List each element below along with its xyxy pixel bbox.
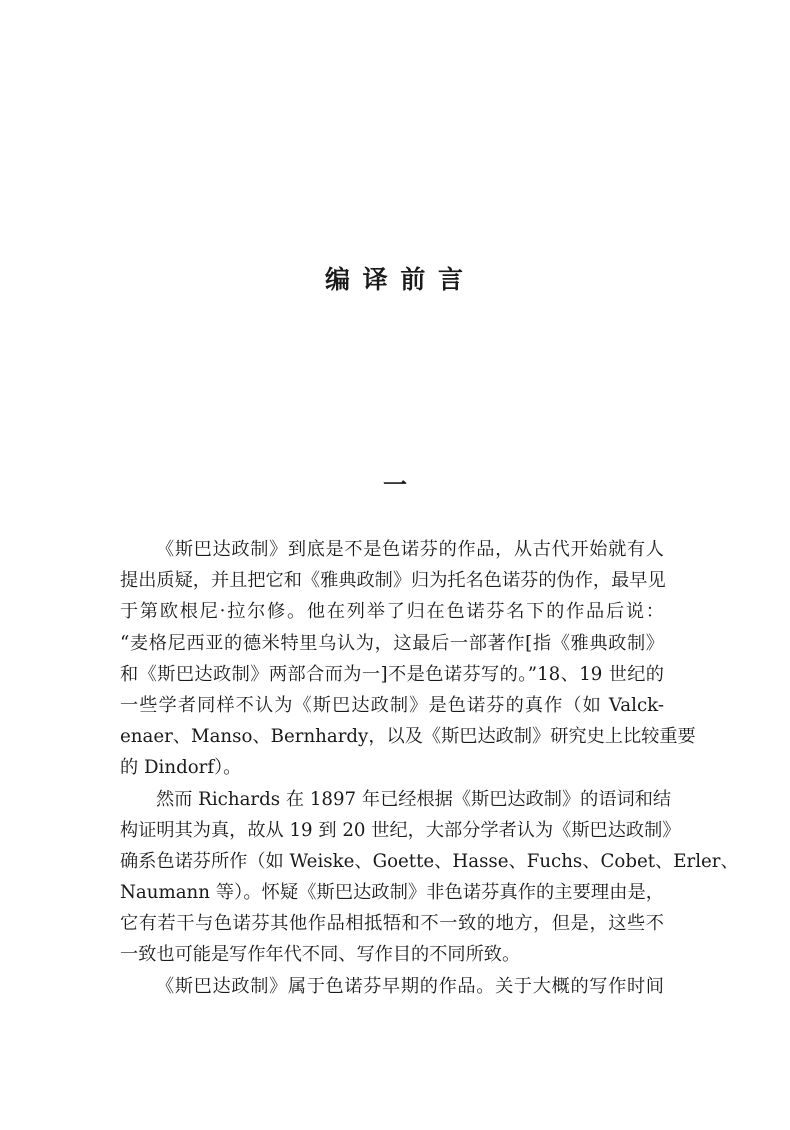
text-line: 和《斯巴达政制》两部合而为一]不是色诺芬写的。”18、19 世纪的 — [120, 663, 664, 685]
text-line: 构证明其为真，故从 19 到 20 世纪，大部分学者认为《斯巴达政制》 — [120, 819, 681, 841]
paragraph-3 — [120, 971, 664, 1002]
text-line: Naumann 等）。怀疑《斯巴达政制》非色诺芬真作的主要理由是， — [120, 882, 664, 904]
paragraph-1 — [120, 534, 696, 784]
text-line: 它有若干与色诺芬其他作品相抵牾和不一致的地方，但是，这些不 — [120, 913, 664, 935]
text-line: 确系色诺芬所作（如 Weiske、Goette、Hasse、Fuchs、Cobet、Erler、 — [120, 850, 739, 872]
text-line: 一些学者同样不认为《斯巴达政制》是色诺芬的真作（如 Valck- — [120, 694, 664, 716]
text-line: enaer、Manso、Bernhardy，以及《斯巴达政制》研究史上比较重要 — [120, 726, 696, 748]
paragraph-2 — [120, 784, 739, 971]
text-line: 提出质疑，并且把它和《雅典政制》归为托名色诺芬的伪作，最早见 — [120, 570, 666, 592]
text-line: 《斯巴达政制》到底是不是色诺芬的作品，从古代开始就有人 — [156, 539, 664, 560]
section-marker: 一 — [383, 470, 407, 499]
text-line: 于第欧根尼·拉尔修。他在列举了归在色诺芬名下的作品后说： — [120, 601, 664, 623]
chapter-title: 编 译 前 言 — [324, 265, 466, 294]
text-line: 然而 Richards 在 1897 年已经根据《斯巴达政制》的语词和结 — [156, 788, 672, 810]
text-line: 《斯巴达政制》属于色诺芬早期的作品。关于大概的写作时间 — [156, 975, 664, 997]
text-line: 的 Dindorf）。 — [120, 757, 242, 779]
body-text — [120, 534, 739, 1002]
text-line: “麦格尼西亚的德米特里乌认为，这最后一部著作[指《雅典政制》 — [120, 632, 664, 654]
text-line: 一致也可能是写作年代不同、写作目的不同所致。 — [120, 944, 521, 966]
